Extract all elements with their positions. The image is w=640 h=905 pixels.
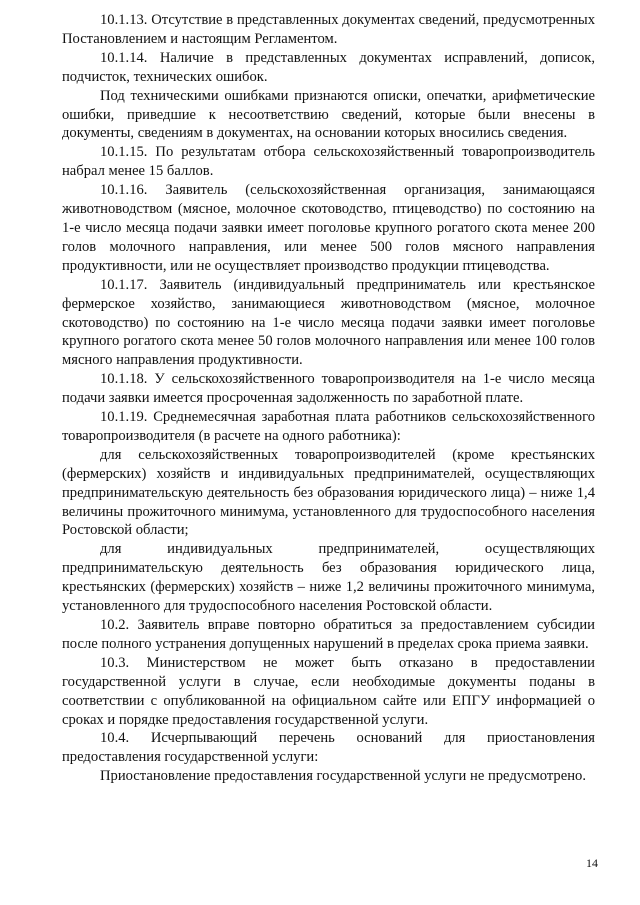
paragraph-agricultural-producers: для сельскохозяйственных товаропроизводителей (кроме крестьянских (фермерских) хозяйств и индивидуальных предпринимателей, осуществляющих предпринимательскую деятельность без образования юридического лица) – ниже 1,4 величины прожиточного минимума, установленного для трудоспособного населения Ростовской области;: [62, 446, 595, 539]
paragraph-10-1-13: 10.1.13. Отсутствие в представленных документах сведений, предусмотренных Постановлением и настоящим Регламентом.: [62, 12, 595, 47]
paragraph-10-2: 10.2. Заявитель вправе повторно обратиться за предоставлением субсидии после полного устранения допущенных нарушений в пределах срока приема заявки.: [62, 617, 595, 652]
paragraph-suspension: Приостановление предоставления государственной услуги не предусмотрено.: [100, 768, 586, 785]
paragraph-10-1-17: 10.1.17. Заявитель (индивидуальный предприниматель или крестьянское фермерское хозяйство, занимающиеся животноводством (мясное, молочное скотоводство) по состоянию на 1-е число месяца подачи заявки имеет поголовье крупного рогатого скота менее 50 голов молочного направления или менее 100 голов мясного направления продуктивности.: [62, 276, 595, 369]
paragraph-individual-entrepreneurs: для индивидуальных предпринимателей, осуществляющих предпринимательскую деятельность без образования юридического лица, крестьянских (фермерских) хозяйств – ниже 1,2 величины прожиточного минимума, установленного для трудоспособного населения Ростовской области.: [62, 541, 595, 615]
document-body: [62, 11, 595, 786]
page-number: 14: [586, 856, 598, 870]
paragraph-10-1-14: 10.1.14. Наличие в представленных документах исправлений, дописок, подчисток, технических ошибок.: [62, 49, 595, 85]
paragraph-10-1-19: 10.1.19. Среднемесячная заработная плата работников сельскохозяйственного товаропроизводителя (в расчете на одного работника):: [62, 409, 595, 444]
paragraph-10-1-18: 10.1.18. У сельскохозяйственного товаропроизводителя на 1-е число месяца подачи заявки имеется просроченная задолженность по заработной плате.: [62, 371, 595, 407]
paragraph-10-4: 10.4. Исчерпывающий перечень оснований для приостановления предоставления государственной услуги:: [62, 730, 595, 766]
paragraph-technical-errors: Под техническими ошибками признаются описки, опечатки, арифметические ошибки, приведшие к несоответствию сведений, которые были внесены в документы, сведениям в документах, на основании которых вносились сведения.: [62, 87, 595, 142]
paragraph-10-1-15: 10.1.15. По результатам отбора сельскохозяйственный товаропроизводитель набрал менее 15 баллов.: [62, 144, 595, 180]
paragraph-10-1-16: 10.1.16. Заявитель (сельскохозяйственная организация, занимающаяся животноводством (мясное, молочное скотоводство, птицеводство) по состоянию на 1-е число месяца подачи заявки имеет поголовье крупного рогатого скота менее 200 голов молочного направления, или менее 500 голов мясного направления продуктивности, или не осуществляет производство продукции птицеводства.: [62, 182, 595, 274]
paragraph-10-3: 10.3. Министерством не может быть отказано в предоставлении государственной услуги в случае, если необходимые документы поданы в соответствии с опубликованной на официальном сайте или ЕПГУ информацией о сроках и порядке предоставления государственной услуги.: [62, 654, 595, 728]
